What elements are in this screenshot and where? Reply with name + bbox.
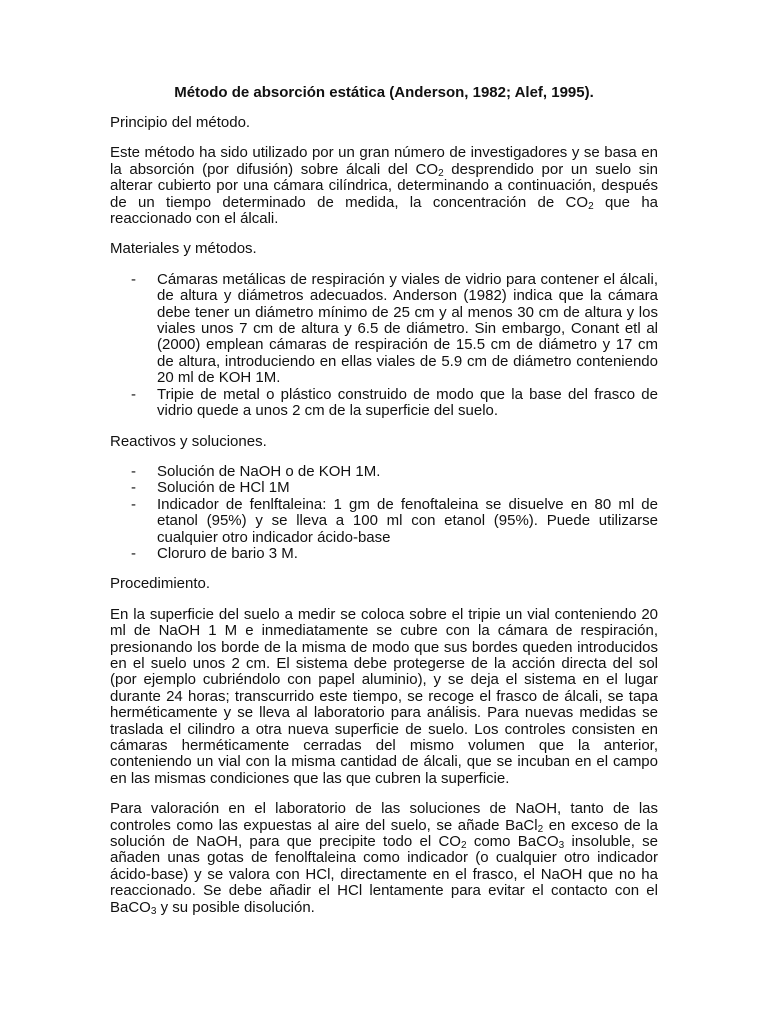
subscript: 2	[588, 200, 594, 212]
list-item-text: Solución de HCl 1M	[157, 479, 290, 497]
list-materiales	[110, 272, 658, 420]
section-heading-materiales: Materiales y métodos.	[110, 240, 257, 258]
document-title: Método de absorción estática (Anderson, 1982; Alef, 1995).	[174, 84, 594, 101]
text-run: como BaCO	[466, 833, 559, 851]
list-item	[110, 497, 658, 546]
section-heading-principio: Principio del método.	[110, 114, 251, 131]
paragraph-procedimiento-2	[110, 801, 658, 916]
list-item	[110, 546, 658, 562]
text-run: Este método ha sido utilizado por un gran número de investigadores y se basa en la absorción (por difusión) sobre álcali del CO	[110, 144, 658, 178]
bullet-dash: -	[131, 462, 136, 480]
paragraph-procedimiento-1: En la superficie del suelo a medir se coloca sobre el tripie un vial conteniendo 20 ml de NaOH 1 M e inmediatamente se cubre con la cámara de respiración, presionando los borde de la misma de modo que sus bordes queden introducidos en el suelo unos 2 cm. El sistema debe protegerse de la acción directa del sol (por ejemplo cubriéndolo con papel aluminio), y se deja el sistema en el lugar durante 24 horas; transcurrido este tiempo, se recoge el frasco de álcali, se tapa herméticamente y se lleva al laboratorio para análisis. Para nuevas medidas se traslada el cilindro a otra nueva superficie de suelo. Los controles consisten en cámaras herméticamente cerradas del mismo volumen que la anterior, conteniendo un vial con la misma cantidad de álcali, que se incuban en el campo en las mismas condiciones que las que cubren la superficie.	[110, 605, 658, 787]
list-item	[110, 480, 658, 496]
text-run: desprendido por un suelo sin alterar cubierto por una cámara cilíndrica, determinando a continuación, después de un tiempo determinado de medida, la concentración de CO	[110, 160, 658, 211]
list-item-text: Cámaras metálicas de respiración y viales de vidrio para contener el álcali, de altura y diámetros adecuados. Anderson (1982) indica que la cámara debe tener un diámetro mínimo de 25 cm y al menos 30 cm de altura y los viales unos 7 cm de altura y 6.5 de diámetro. Sin embargo, Conant etl al (2000) emplean cámaras de respiración de 15.5 cm de diámetro y 17 cm de altura, introduciendo en ellas viales de 5.9 cm de diámetro conteniendo 20 ml de KOH 1M.	[157, 270, 658, 387]
subscript: 2	[537, 823, 544, 835]
text-run: en exceso de la solución de NaOH, para que precipite todo el CO	[110, 816, 658, 851]
text-run: y su posible disolución.	[156, 898, 315, 916]
bullet-dash: -	[131, 495, 136, 513]
list-item-text: Tripie de metal o plástico construido de modo que la base del frasco de vidrio quede a unos 2 cm de la superficie del suelo.	[157, 385, 658, 420]
bullet-dash: -	[131, 544, 136, 562]
list-reactivos	[110, 464, 658, 562]
list-item-text: Cloruro de bario 3 M.	[157, 544, 298, 562]
bullet-dash: -	[131, 270, 136, 288]
text-run: insoluble, se añaden unas gotas de fenolftaleina como indicador (o cualquier otro indicador ácido-base) y se valora con HCl, directamente en el frasco, el NaOH que no ha reaccionado. Se debe añadir el HCl lentamente para evitar el contacto con el BaCO	[110, 833, 658, 916]
list-item	[110, 272, 658, 387]
subscript: 3	[150, 905, 157, 917]
subscript: 2	[460, 840, 467, 852]
bullet-dash: -	[131, 385, 136, 403]
list-item	[110, 464, 658, 480]
subscript: 2	[438, 167, 444, 179]
section-heading-reactivos: Reactivos y soluciones.	[110, 432, 267, 450]
subscript: 3	[558, 840, 565, 852]
section-heading-procedimiento: Procedimiento.	[110, 575, 211, 593]
text-run: que ha reaccionado con el álcali.	[110, 193, 658, 228]
list-item-text: Indicador de fenlftaleina: 1 gm de fenoftaleina se disuelve en 80 ml de etanol (95%) y se lleva a 100 ml con etanol (95%). Puede utilizarse cualquier otro indicador ácido-base	[157, 495, 658, 546]
text-run: Para valoración en el laboratorio de las soluciones de NaOH, tanto de las controles como las expuestas al aire del suelo, se añade BaCl	[110, 800, 658, 834]
bullet-dash: -	[131, 479, 136, 497]
list-item-text: Solución de NaOH o de KOH 1M.	[157, 462, 381, 480]
paragraph-principio	[110, 145, 658, 227]
list-item	[110, 387, 658, 420]
